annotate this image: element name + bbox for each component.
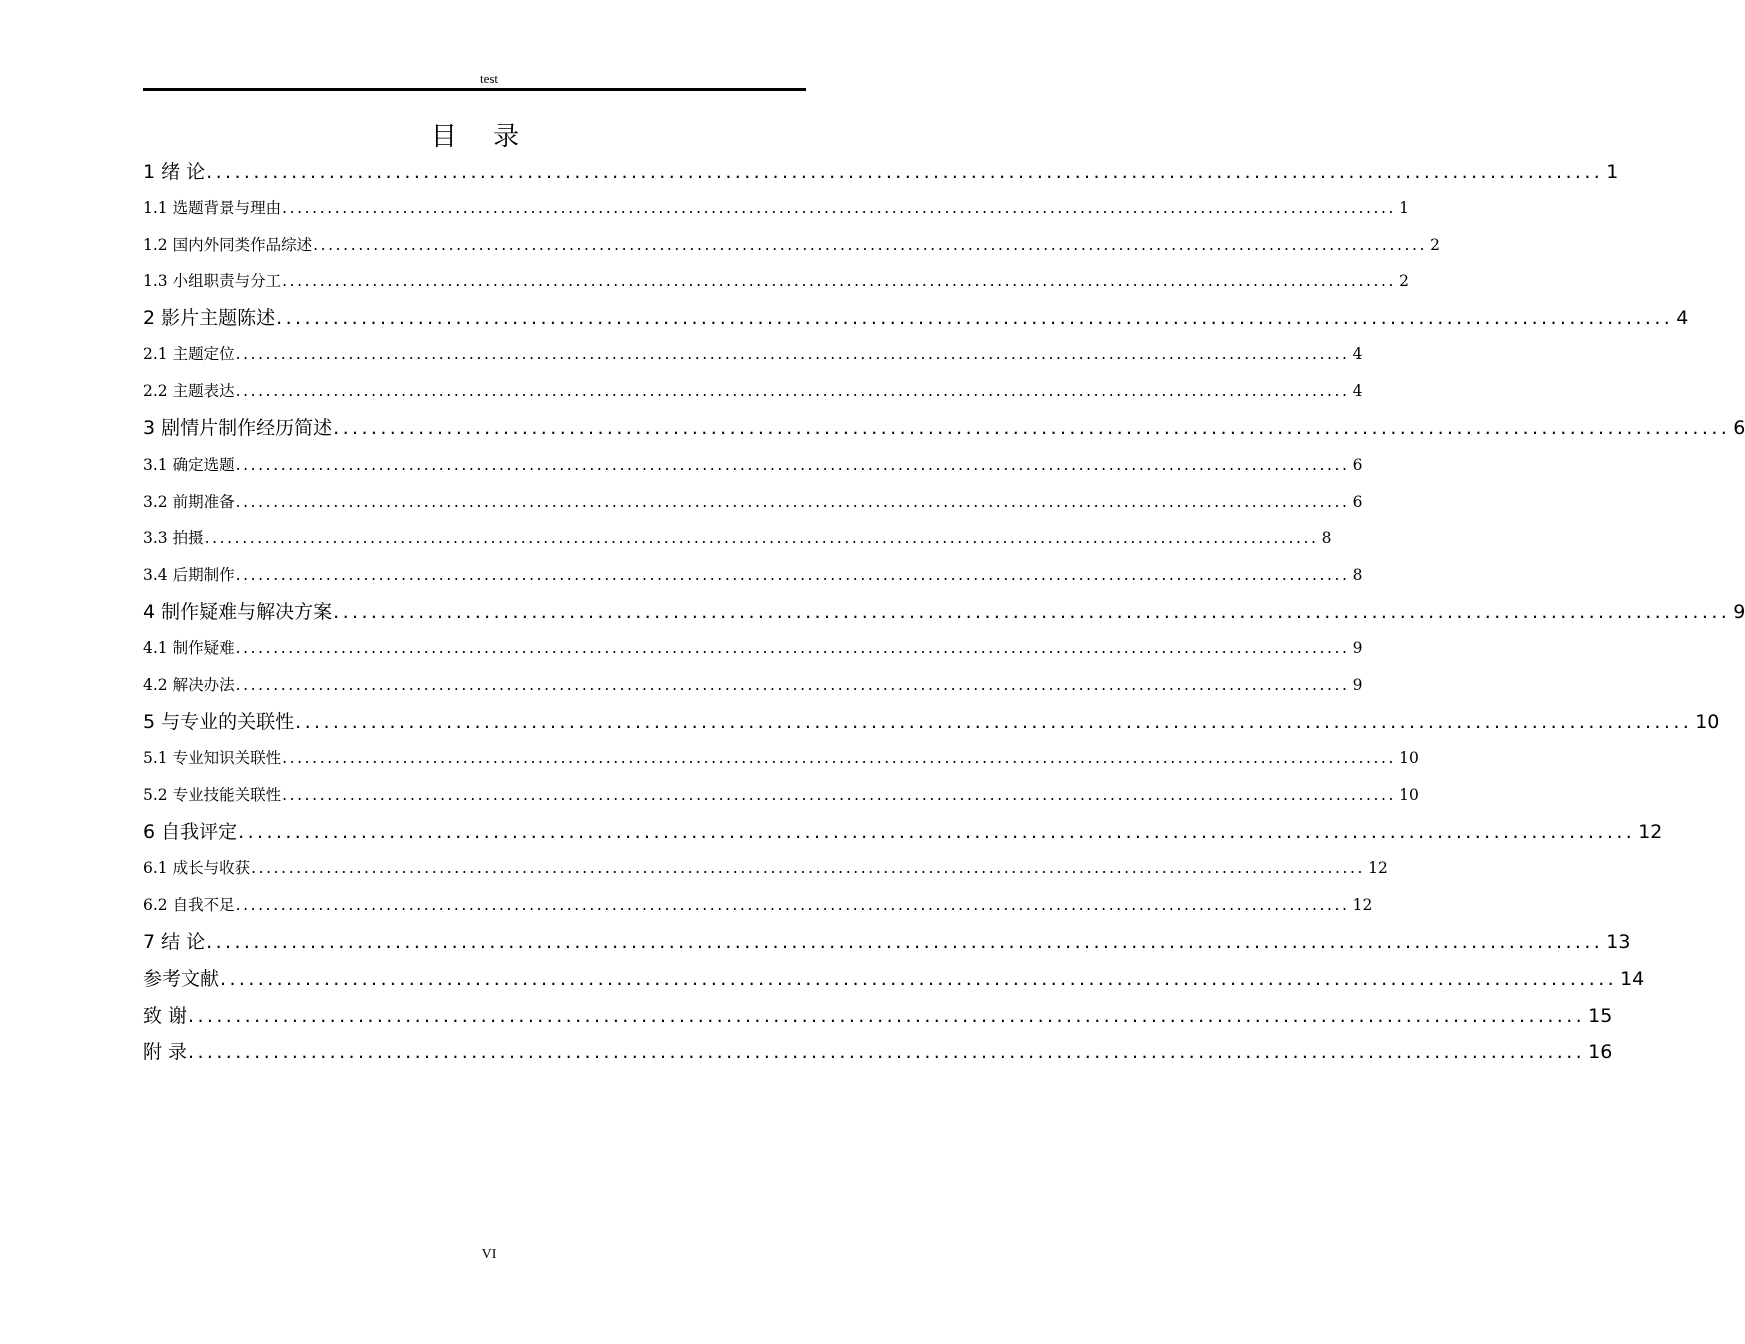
toc-section-entry[interactable]: [143, 342, 1363, 366]
toc-section-entry[interactable]: [143, 783, 1419, 807]
toc-dot-leader: ....................................................................................................................................................: [276, 307, 1674, 329]
toc-entry-page: 16: [1588, 1041, 1613, 1063]
toc-entry-page: 15: [1588, 1005, 1613, 1027]
toc-section-entry[interactable]: [143, 673, 1363, 697]
toc-entry-label: 3.1 确定选题: [143, 456, 235, 474]
toc-chapter-entry[interactable]: [143, 1038, 1613, 1066]
toc-entry-label: 附 录: [143, 1041, 188, 1063]
toc-entry-page: 13: [1606, 931, 1631, 953]
toc-dot-leader: ....................................................................................................................................................: [206, 161, 1604, 183]
toc-entry-label: 6.2 自我不足: [143, 896, 235, 914]
toc-dot-leader: ....................................................................................................................................................: [282, 749, 1397, 767]
toc-entry-page: 12: [1638, 821, 1663, 843]
toc-chapter-entry[interactable]: [143, 414, 1745, 442]
toc-entry-label: 2 影片主题陈述: [143, 307, 276, 329]
toc-entry-label: 6.1 成长与收获: [143, 859, 251, 877]
toc-dot-leader: ....................................................................................................................................................: [235, 896, 1350, 914]
toc-dot-leader: ....................................................................................................................................................: [235, 493, 1350, 511]
toc-section-entry[interactable]: [143, 453, 1363, 477]
toc-entry-label: 1.3 小组职责与分工: [143, 272, 282, 290]
toc-entry-label: 3.4 后期制作: [143, 566, 235, 584]
toc-chapter-entry[interactable]: [143, 928, 1631, 956]
toc-entry-page: 6: [1352, 456, 1363, 474]
toc-entry-label: 2.1 主题定位: [143, 345, 235, 363]
toc-dot-leader: ....................................................................................................................................................: [235, 566, 1350, 584]
toc-dot-leader: ....................................................................................................................................................: [206, 931, 1604, 953]
toc-entry-label: 致 谢: [143, 1005, 188, 1027]
toc-entry-page: 10: [1399, 749, 1419, 767]
toc-entry-label: 4.2 解决办法: [143, 676, 235, 694]
toc-dot-leader: ....................................................................................................................................................: [235, 639, 1350, 657]
toc-dot-leader: ....................................................................................................................................................: [188, 1005, 1586, 1027]
toc-chapter-entry[interactable]: [143, 818, 1663, 846]
toc-entry-page: 12: [1352, 896, 1373, 914]
toc-entry-page: 10: [1399, 786, 1419, 804]
toc-entry-page: 4: [1352, 382, 1363, 400]
toc-dot-leader: ....................................................................................................................................................: [282, 786, 1397, 804]
toc-dot-leader: ....................................................................................................................................................: [333, 601, 1731, 623]
toc-section-entry[interactable]: [143, 893, 1373, 917]
toc-entry-page: 12: [1368, 859, 1388, 877]
toc-dot-leader: ....................................................................................................................................................: [204, 529, 1319, 547]
toc-entry-label: 3.3 拍摄: [143, 529, 204, 547]
toc-section-entry[interactable]: [143, 636, 1363, 660]
toc-entry-page: 9: [1352, 676, 1363, 694]
header-rule: [143, 88, 806, 91]
toc-dot-leader: ....................................................................................................................................................: [333, 417, 1731, 439]
toc-dot-leader: ....................................................................................................................................................: [235, 456, 1350, 474]
toc-entry-label: 2.2 主题表达: [143, 382, 235, 400]
toc-dot-leader: ....................................................................................................................................................: [238, 821, 1636, 843]
toc-section-entry[interactable]: [143, 196, 1409, 220]
toc-dot-leader: ....................................................................................................................................................: [235, 345, 1350, 363]
toc-entry-label: 6 自我评定: [143, 821, 238, 843]
toc-entry-page: 6: [1733, 417, 1745, 439]
toc-entry-page: 9: [1733, 601, 1745, 623]
toc-title: 目 录: [430, 122, 534, 152]
toc-entry-page: 2: [1399, 272, 1409, 290]
toc-chapter-entry[interactable]: [143, 304, 1689, 332]
toc-entry-label: 5.1 专业知识关联性: [143, 749, 282, 767]
toc-entry-page: 4: [1352, 345, 1363, 363]
toc-entry-label: 1.2 国内外同类作品综述: [143, 236, 313, 254]
toc-dot-leader: ....................................................................................................................................................: [235, 382, 1350, 400]
toc-entry-label: 3.2 前期准备: [143, 493, 235, 511]
toc-section-entry[interactable]: [143, 746, 1419, 770]
toc-chapter-entry[interactable]: [143, 158, 1619, 186]
toc-section-entry[interactable]: [143, 563, 1363, 587]
toc-entry-label: 1.1 选题背景与理由: [143, 199, 282, 217]
toc-section-entry[interactable]: [143, 856, 1388, 880]
toc-chapter-entry[interactable]: [143, 598, 1745, 626]
toc-dot-leader: ....................................................................................................................................................: [282, 199, 1397, 217]
toc-dot-leader: ....................................................................................................................................................: [295, 711, 1693, 733]
toc-entry-page: 2: [1430, 236, 1440, 254]
toc-section-entry[interactable]: [143, 526, 1332, 550]
toc-section-entry[interactable]: [143, 490, 1363, 514]
toc-entry-label: 7 结 论: [143, 931, 206, 953]
toc-section-entry[interactable]: [143, 379, 1363, 403]
running-header: test: [479, 71, 499, 86]
toc-entry-label: 4 制作疑难与解决方案: [143, 601, 333, 623]
toc-entry-page: 6: [1352, 493, 1363, 511]
toc-chapter-entry[interactable]: [143, 965, 1645, 993]
toc-chapter-entry[interactable]: [143, 1002, 1613, 1030]
toc-dot-leader: ....................................................................................................................................................: [282, 272, 1397, 290]
toc-dot-leader: ....................................................................................................................................................: [220, 968, 1618, 990]
page-number: VI: [481, 1247, 497, 1262]
toc-entry-page: 8: [1321, 529, 1332, 547]
toc-section-entry[interactable]: [143, 269, 1409, 293]
toc-entry-label: 1 绪 论: [143, 161, 206, 183]
toc-dot-leader: ....................................................................................................................................................: [251, 859, 1366, 877]
toc-entry-page: 8: [1352, 566, 1363, 584]
toc-dot-leader: ....................................................................................................................................................: [313, 236, 1428, 254]
toc-entry-page: 1: [1399, 199, 1409, 217]
toc-entry-page: 1: [1606, 161, 1619, 183]
toc-entry-label: 5 与专业的关联性: [143, 711, 295, 733]
toc-entry-page: 14: [1620, 968, 1645, 990]
toc-entry-page: 10: [1695, 711, 1720, 733]
toc-entry-page: 9: [1352, 639, 1363, 657]
toc-entry-label: 3 剧情片制作经历简述: [143, 417, 333, 439]
toc-section-entry[interactable]: [143, 233, 1440, 257]
toc-dot-leader: ....................................................................................................................................................: [235, 676, 1350, 694]
toc-dot-leader: ....................................................................................................................................................: [188, 1041, 1586, 1063]
toc-entry-page: 4: [1676, 307, 1689, 329]
toc-entry-label: 参考文献: [143, 968, 220, 990]
toc-entry-label: 4.1 制作疑难: [143, 639, 235, 657]
toc-entry-label: 5.2 专业技能关联性: [143, 786, 282, 804]
toc-chapter-entry[interactable]: [143, 708, 1720, 736]
